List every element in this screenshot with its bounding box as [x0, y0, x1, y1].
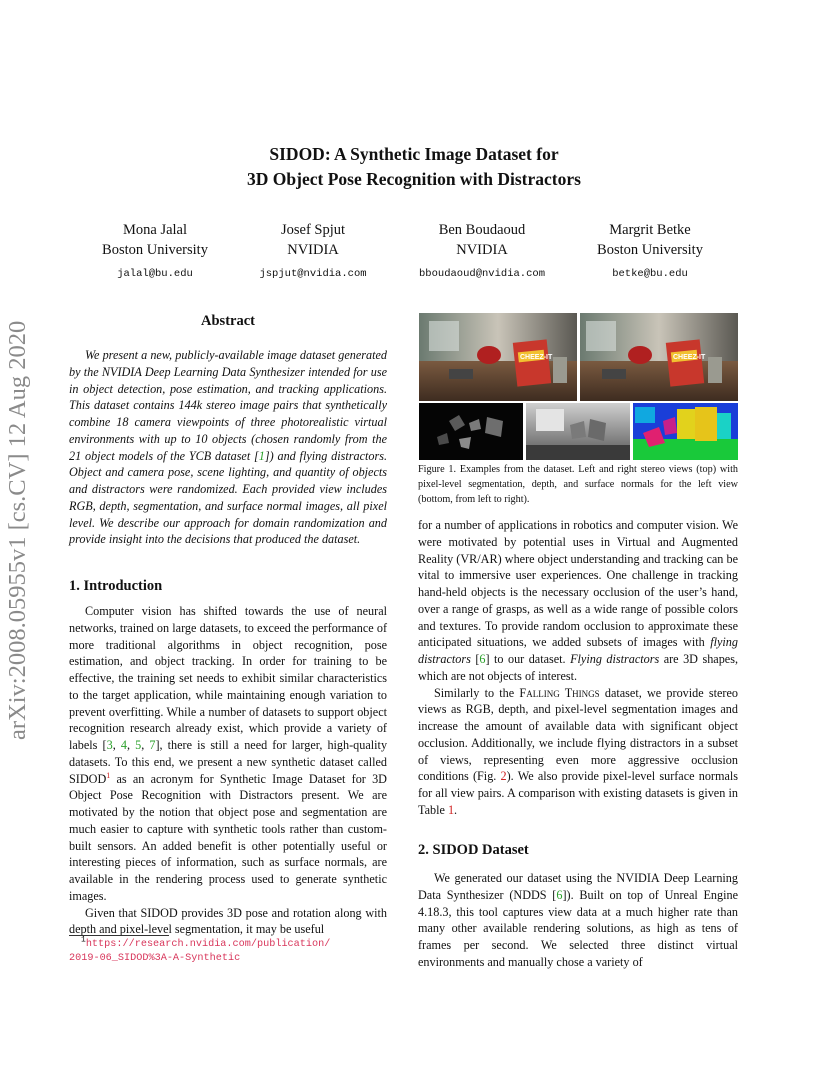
table-reference-link[interactable]: 1	[447, 802, 455, 817]
right-stereo-render	[580, 313, 738, 401]
text-run: We generated our dataset using the NVIDIA Deep Learning Data Synthesizer (NDDS [	[418, 871, 738, 902]
left-stereo-render	[419, 313, 577, 401]
citation-link[interactable]: 4	[120, 738, 127, 752]
author-block	[397, 220, 567, 284]
footnote-url[interactable]: https://research.nvidia.com/publication/	[85, 939, 331, 950]
figure-reference-link[interactable]: 2	[500, 769, 507, 784]
dataset-section-text	[418, 870, 738, 971]
text-run: Computer vision has shifted towards the use of neural networks, trained on large datasets, to exceed the performance of more traditional algorithms in object recognition, pose estimation, and object tracking. In order for training to be effective, the training set needs to exhibit similar characteristics to the target application, while maintaining enough variation to prevent overfitting. While a number of datasets to support object recognition research already exist, which provide a variety of labels [	[69, 604, 387, 752]
box-label: CHEEZ-IT	[520, 354, 553, 361]
paragraph: Computer vision has shifted towards the use of neural networks, trained on large datasets, to exceed the performance of more traditional algorithms in object recognition, pose estimation, and object tracking. In order for training to be effective, the training set needs to exhibit similar characteristics to the target application, while maintaining enough variation to prevent overfitting. While a number of datasets to support object recognition research already exist, which provide a variety of labels [3, 4, 5, 7], there is still a need for larger, high-quality datasets. To this end, we present a new synthetic dataset called SIDOD$^1$ as an acronym for Synthetic Image Dataset for 3D Object Pose Recognition with Distractors present. We are motivated by the notion that object pose and segmentation are much easier to capture with synthetic tools rather than custom-built sensors. An added benefit is other potentially useful or interesting pieces of information, such as surface normals, are available in the rendering process used to generate synthetic images.	[69, 604, 388, 903]
title-line-2: 3D Object Pose Recognition with Distractors	[247, 169, 581, 189]
figure-segmentation-view	[419, 403, 523, 460]
paragraph	[418, 685, 738, 819]
paragraph: for a number of applications in robotics and computer vision. We were motivated by potential uses in Virtual and Augmented Reality (VR/AR) where object understanding and tracking can be vital to immersive user experiences. One challenge in tracking hand-held objects is the necessary occlusion of the user’s hand, over a range of grasps, as well as a wide range of possible colors and textures. To provide random occlusion to approximate these anticipated situations, we added subsets of images with flying distractors [6] to our dataset. Flying distractors are 3D shapes, which are not objects of interest.	[418, 518, 738, 683]
surface-normals-render	[633, 403, 738, 460]
author-name: Margrit Betke	[609, 222, 691, 238]
abstract-part: ]) and flying distractors. Object and camera pose, scene lighting, and quantity of objects and distractors were randomized. Each provided view includes RGB, depth, segmentation, and surface normal images, all pixel level. We describe our approach for domain randomization and provide insight into the decisions that produced the dataset.	[69, 448, 387, 547]
figure-left-stereo-view	[419, 313, 577, 401]
author-email: bboudaoud@nvidia.com	[418, 268, 546, 280]
citation-link[interactable]: 1	[258, 448, 265, 463]
author-block	[228, 220, 398, 284]
title-line-1: SIDOD: A Synthetic Image Dataset for	[269, 144, 559, 164]
author-name: Ben Boudaoud	[438, 222, 526, 238]
abstract-heading: Abstract	[201, 313, 255, 329]
text-run: ]). Built on top of Unreal Engine 4.18.3, this tool captures view data at a much higher rate than many other available rendering solutions, as high as tens of frames per second. We selected three distinct virtual environments and manually chose a variety of	[418, 887, 739, 969]
segmentation-render	[419, 403, 523, 460]
author-name: Josef Spjut	[280, 222, 346, 238]
text-run: dataset, we provide stereo views as RGB, depth, and pixel-level segmentation images and increase the amount of available data with significant object occlusion. Additionally, we include flying distractors in a subset of views, representing even more aggressive occlusion conditions (Fig.	[418, 685, 738, 784]
author-email: jspjut@nvidia.com	[259, 268, 367, 280]
author-name: Mona Jalal	[122, 222, 188, 238]
citation-link[interactable]: 6	[479, 652, 486, 666]
figure-1-caption: Figure 1. Examples from the dataset. Left and right stereo views (top) with pixel-level segmentation, depth, and surface normals for the left view (bottom, from left to right).	[418, 464, 738, 505]
author-email: jalal@bu.edu	[117, 268, 193, 280]
paper-title	[0, 142, 828, 192]
text-run: ). We also provide pixel-level surface normals for all view pairs. A comparison with existing datasets is given in Table	[418, 769, 738, 817]
abstract-text	[69, 347, 387, 548]
text-run: ], there is still a need for larger, high-quality datasets. To this end, we present a new synthetic dataset called SIDOD	[69, 738, 388, 786]
footnote-marker[interactable]: 1	[106, 770, 111, 780]
citation-link[interactable]: 6	[556, 887, 563, 902]
text-run: to our dataset.	[489, 652, 571, 666]
dataset-name: Falling Things	[519, 685, 600, 700]
depth-render	[526, 403, 630, 460]
text-run: for a number of applications in robotics and computer vision. We were motivated by potential uses in Virtual and Augmented Reality (VR/AR) where object understanding and tracking can be vital to immersive user experiences. One challenge in tracking hand-held objects is the necessary occlusion of the user’s hand, over a range of grasps, as well as a wide range of possible colors and textures. To provide random occlusion to approximate these anticipated situations, we added subsets of images with	[418, 518, 738, 650]
paragraph	[418, 870, 738, 971]
citation-link[interactable]: 7	[149, 738, 156, 752]
paragraph: Given that SIDOD provides 3D pose and rotation along with depth and pixel-level segmentation, it may be useful	[69, 905, 387, 937]
figure-depth-view	[526, 403, 630, 460]
figure-surface-normals-view	[633, 403, 738, 460]
author-email: betke@bu.edu	[612, 268, 688, 280]
emphasis: Flying distractors	[570, 652, 660, 666]
text-run: as an acronym for Synthetic Image Dataset for 3D Object Pose Recognition with Distractors present. We are motivated by the notion that object pose and segmentation are much easier to capture with synthetic tools rather than custom-built sensors. An added benefit is other potentially useful or interesting pieces of information, such as surface normals, are available in the rendering process used to generate synthetic images.	[69, 771, 387, 903]
section-heading-dataset: 2. SIDOD Dataset	[418, 842, 529, 858]
author-affiliation: NVIDIA	[287, 242, 339, 258]
author-block	[565, 220, 735, 284]
figure-right-stereo-view	[580, 313, 738, 401]
text-run: are 3D shapes, which are not objects of interest.	[418, 652, 738, 683]
text-run: Similarly to the	[434, 685, 520, 700]
author-affiliation: Boston University	[597, 242, 703, 258]
right-column-text	[418, 517, 738, 819]
footnote	[69, 935, 399, 966]
arxiv-identifier-text: arXiv:2008.05955v1 [cs.CV] 12 Aug 2020	[4, 320, 31, 740]
footnote-number: 1	[81, 935, 86, 945]
citation-link[interactable]: 3	[106, 738, 113, 752]
author-block	[70, 220, 240, 284]
author-affiliation: Boston University	[102, 242, 208, 258]
citation-link[interactable]: 5	[135, 738, 142, 752]
author-affiliation: NVIDIA	[456, 242, 508, 258]
section-heading-introduction: 1. Introduction	[69, 578, 163, 594]
introduction-text	[69, 603, 387, 938]
box-label: CHEEZ-IT	[673, 354, 706, 361]
text-run: .	[454, 802, 458, 817]
footnote-url-continued[interactable]: 2019-06_SIDOD%3A-A-Synthetic	[69, 953, 241, 964]
emphasis: flying distractors	[418, 635, 738, 666]
abstract-part: We present a new, publicly-available image dataset generated by the NVIDIA Deep Learning Data Synthesizer intended for use in object detection, pose estimation, and tracking applications. This dataset contains 144k stereo image pairs that synthetically combine 18 camera viewpoints of three photorealistic virtual environments with up to 10 objects (chosen randomly from the 21 object models of the YCB dataset [	[69, 348, 387, 463]
